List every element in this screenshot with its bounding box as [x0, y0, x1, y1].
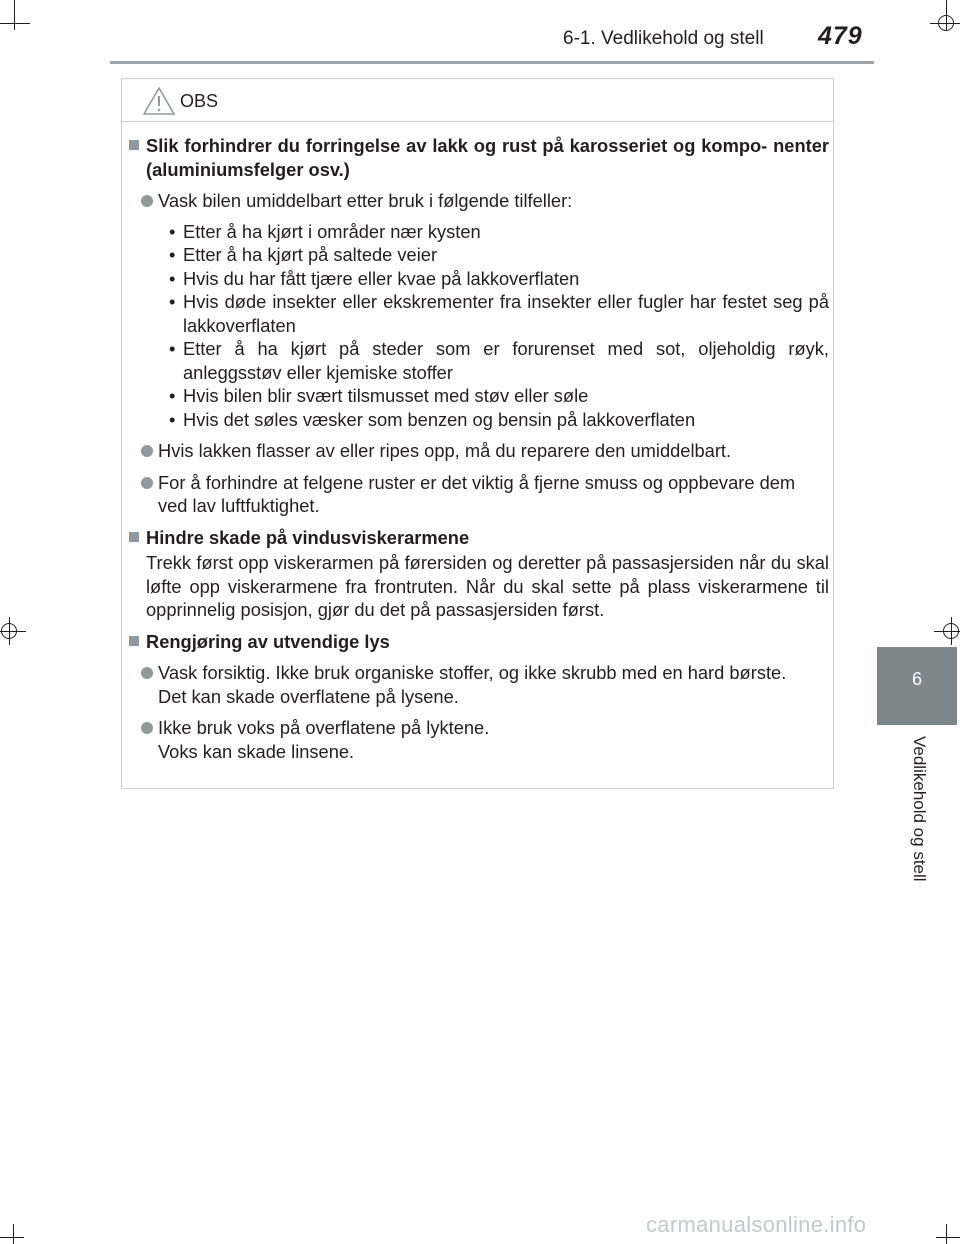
obs-title: OBS	[180, 90, 219, 111]
section-heading-paint-rust	[129, 134, 829, 181]
square-bullet-icon	[129, 532, 139, 542]
square-bullet-icon	[129, 140, 139, 150]
section-title: Hindre skade på vindusviskerarmene	[146, 526, 470, 548]
list-item: • Etter å ha kjørt på steder som er forurenset med sot, oljeholdig røyk, anleggsstøv eller kjemiske stoffer	[169, 337, 829, 384]
list-item: • Hvis det søles væsker som benzen og bensin på lakkoverflaten	[169, 408, 829, 432]
list-item: • Etter å ha kjørt på saltede veier	[169, 243, 829, 267]
round-bullet-icon	[141, 195, 153, 207]
section-heading-wiper-arms	[129, 526, 829, 550]
list-item	[129, 661, 829, 708]
chapter-number: 6	[911, 669, 922, 689]
section-header: 6-1. Vedlikehold og stell	[563, 28, 764, 49]
round-bullet-icon	[141, 667, 153, 679]
list-item	[129, 439, 829, 463]
item-main-text: Ikke bruk voks på overflatene på lyktene.	[158, 717, 490, 738]
chapter-label: Vedlikehold og stell	[910, 736, 929, 882]
item-text: Vask bilen umiddelbart etter bruk i følgende tilfeller:	[158, 190, 573, 211]
item-text: For å forhindre at felgene ruster er det viktig å fjerne smuss og oppbevare dem ved lav luftfuktighet.	[158, 471, 796, 516]
list-item: • Hvis bilen blir svært tilsmusset med støv eller søle	[169, 384, 829, 408]
item-text	[158, 661, 829, 708]
obs-content	[129, 134, 829, 763]
item-main-text: Vask forsiktig. Ikke bruk organiske stoffer, og ikke skrubb med en hard børste.	[158, 662, 787, 683]
item-note-text: Det kan skade overflatene på lysene.	[158, 685, 459, 707]
page-number: 479	[818, 22, 863, 50]
list-item: • Etter å ha kjørt i områder nær kysten	[169, 220, 829, 244]
list-item: • Hvis døde insekter eller ekskrementer fra insekter eller fugler har festet seg på lakkoverflaten	[169, 290, 829, 337]
round-bullet-icon	[141, 722, 153, 734]
round-bullet-icon	[141, 445, 153, 457]
section-title: Slik forhindrer du forringelse av lakk og rust på karosseriet og kompo- nenter (aluminiumsfelger osv.)	[146, 135, 829, 180]
chapter-tab	[877, 647, 957, 725]
list-item	[129, 471, 829, 518]
list-item: • Hvis du har fått tjære eller kvae på lakkoverflaten	[169, 267, 829, 291]
item-note-text: Voks kan skade linsene.	[158, 740, 355, 762]
round-bullet-icon	[141, 477, 153, 489]
header-rule	[110, 61, 874, 64]
wiper-paragraph: Trekk først opp viskerarmen på førersiden og deretter på passasjersiden når du skal løfte opp viskerarmene fra frontruten. Når du skal sette på plass viskerarmene til opprinnelig posisjon, gjør du det på passasjersiden først.	[146, 552, 829, 620]
section-title: Rengjøring av utvendige lys	[146, 630, 390, 652]
watermark-text: carmanualsonline.info	[646, 1212, 867, 1237]
item-text: Hvis lakken flasser av eller ripes opp, må du reparere den umiddelbart.	[158, 440, 732, 461]
obs-header	[142, 84, 218, 118]
list-item	[129, 716, 829, 763]
item-text	[158, 716, 829, 763]
conditions-list	[129, 220, 829, 432]
warning-triangle-icon	[142, 86, 176, 116]
list-item	[129, 189, 829, 213]
section-heading-exterior-lights	[129, 630, 829, 654]
obs-divider	[122, 121, 833, 122]
obs-notice-box	[121, 78, 834, 789]
square-bullet-icon	[129, 636, 139, 646]
